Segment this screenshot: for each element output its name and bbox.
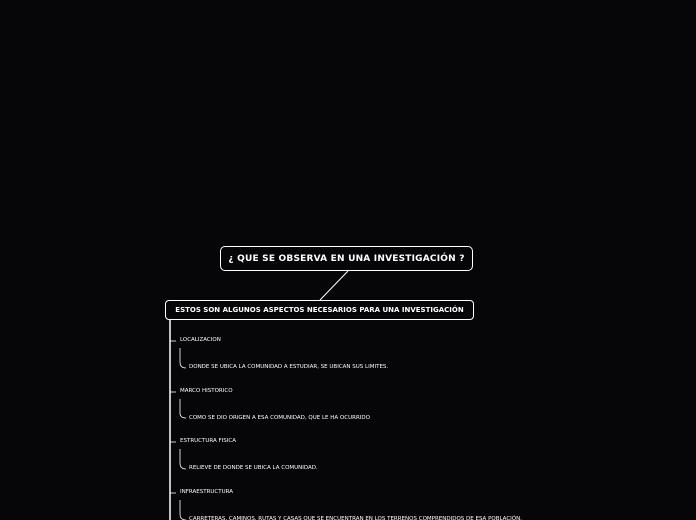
topic-marco-historico[interactable]: MARCO HISTORICO: [180, 388, 233, 394]
topic-infraestructura[interactable]: INFRAESTRUCTURA: [180, 489, 234, 495]
main-topic-label: ESTOS SON ALGUNOS ASPECTOS NECESARIOS PARA UNA INVESTIGACIÓN: [175, 306, 464, 314]
detail-marco-historico[interactable]: COMO SE DIO ORIGEN A ESA COMUNIDAD, QUE LE HA OCURRIDO: [189, 415, 370, 421]
detail-connector-4: [180, 500, 186, 520]
central-topic-label: ¿ QUE SE OBSERVA EN UNA INVESTIGACIÓN ?: [228, 253, 465, 264]
detail-connector-2: [180, 399, 186, 418]
central-topic-node[interactable]: [220, 246, 473, 271]
topic-localizacion[interactable]: LOCALIZACION: [180, 337, 221, 343]
detail-infraestructura[interactable]: CARRETERAS, CAMINOS, RUTAS Y CASAS QUE SE ENCUENTRAN EN LOS TERRENOS COMPRENDIDOS DE ESA POBLACIÓN.: [189, 516, 522, 520]
main-topic-node[interactable]: [165, 300, 474, 320]
topic-estructura-fisica[interactable]: ESTRUCTURA FISICA: [180, 438, 237, 444]
detail-connector-3: [180, 449, 186, 469]
detail-localizacion[interactable]: DONDE SE UBICA LA COMUNIDAD A ESTUDIAR, SE UBICAN SUS LIMITES.: [189, 364, 389, 370]
detail-connector-1: [180, 348, 186, 368]
root-to-main-connector: [320, 271, 348, 300]
detail-estructura-fisica[interactable]: RELIEVE DE DONDE SE UBICA LA COMUNIDAD.: [189, 465, 318, 471]
